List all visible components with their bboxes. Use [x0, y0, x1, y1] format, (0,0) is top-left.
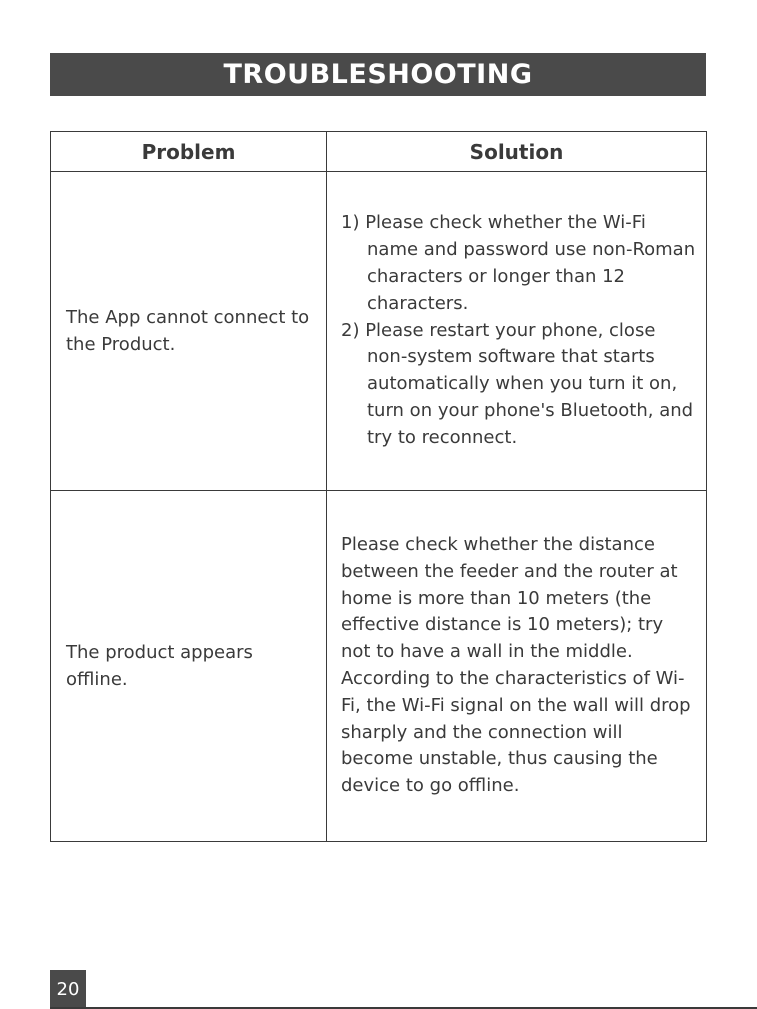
page-number: 20	[50, 970, 86, 1008]
table-header-row	[51, 132, 707, 172]
step-number: 2)	[341, 319, 366, 341]
page-title: TROUBLESHOOTING	[50, 53, 706, 96]
solution-steps	[341, 210, 698, 451]
problem-cell: The product appears offline.	[51, 491, 327, 842]
troubleshooting-table	[50, 131, 707, 842]
step-text-continued: non-system software that starts automatically when you turn it on, turn on your phone's Bluetooth, and try to reconnect.	[367, 346, 694, 448]
step-text-first-line: Please restart your phone, close	[365, 319, 656, 341]
step-number: 1)	[341, 212, 366, 234]
table-row	[51, 491, 707, 842]
solution-cell: Please check whether the distance between the feeder and the router at home is more than 10 meters (the effective distance is 10 meters); try not to have a wall in the middle. According to the characteristics of Wi-Fi, the Wi-Fi signal on the wall will drop sharply and the connection will become unstable, thus causing the device to go offline.	[327, 491, 707, 842]
solution-step	[341, 210, 698, 317]
table-row	[51, 172, 707, 491]
solution-cell	[327, 172, 707, 491]
step-text-continued: name and password use non-Roman characters or longer than 12 characters.	[367, 239, 696, 314]
step-text-first-line: Please check whether the Wi-Fi	[365, 212, 646, 234]
solution-step	[341, 318, 698, 452]
problem-column-header: Problem	[51, 132, 327, 172]
solution-column-header: Solution	[327, 132, 707, 172]
problem-cell: The App cannot connect to the Product.	[51, 172, 327, 491]
